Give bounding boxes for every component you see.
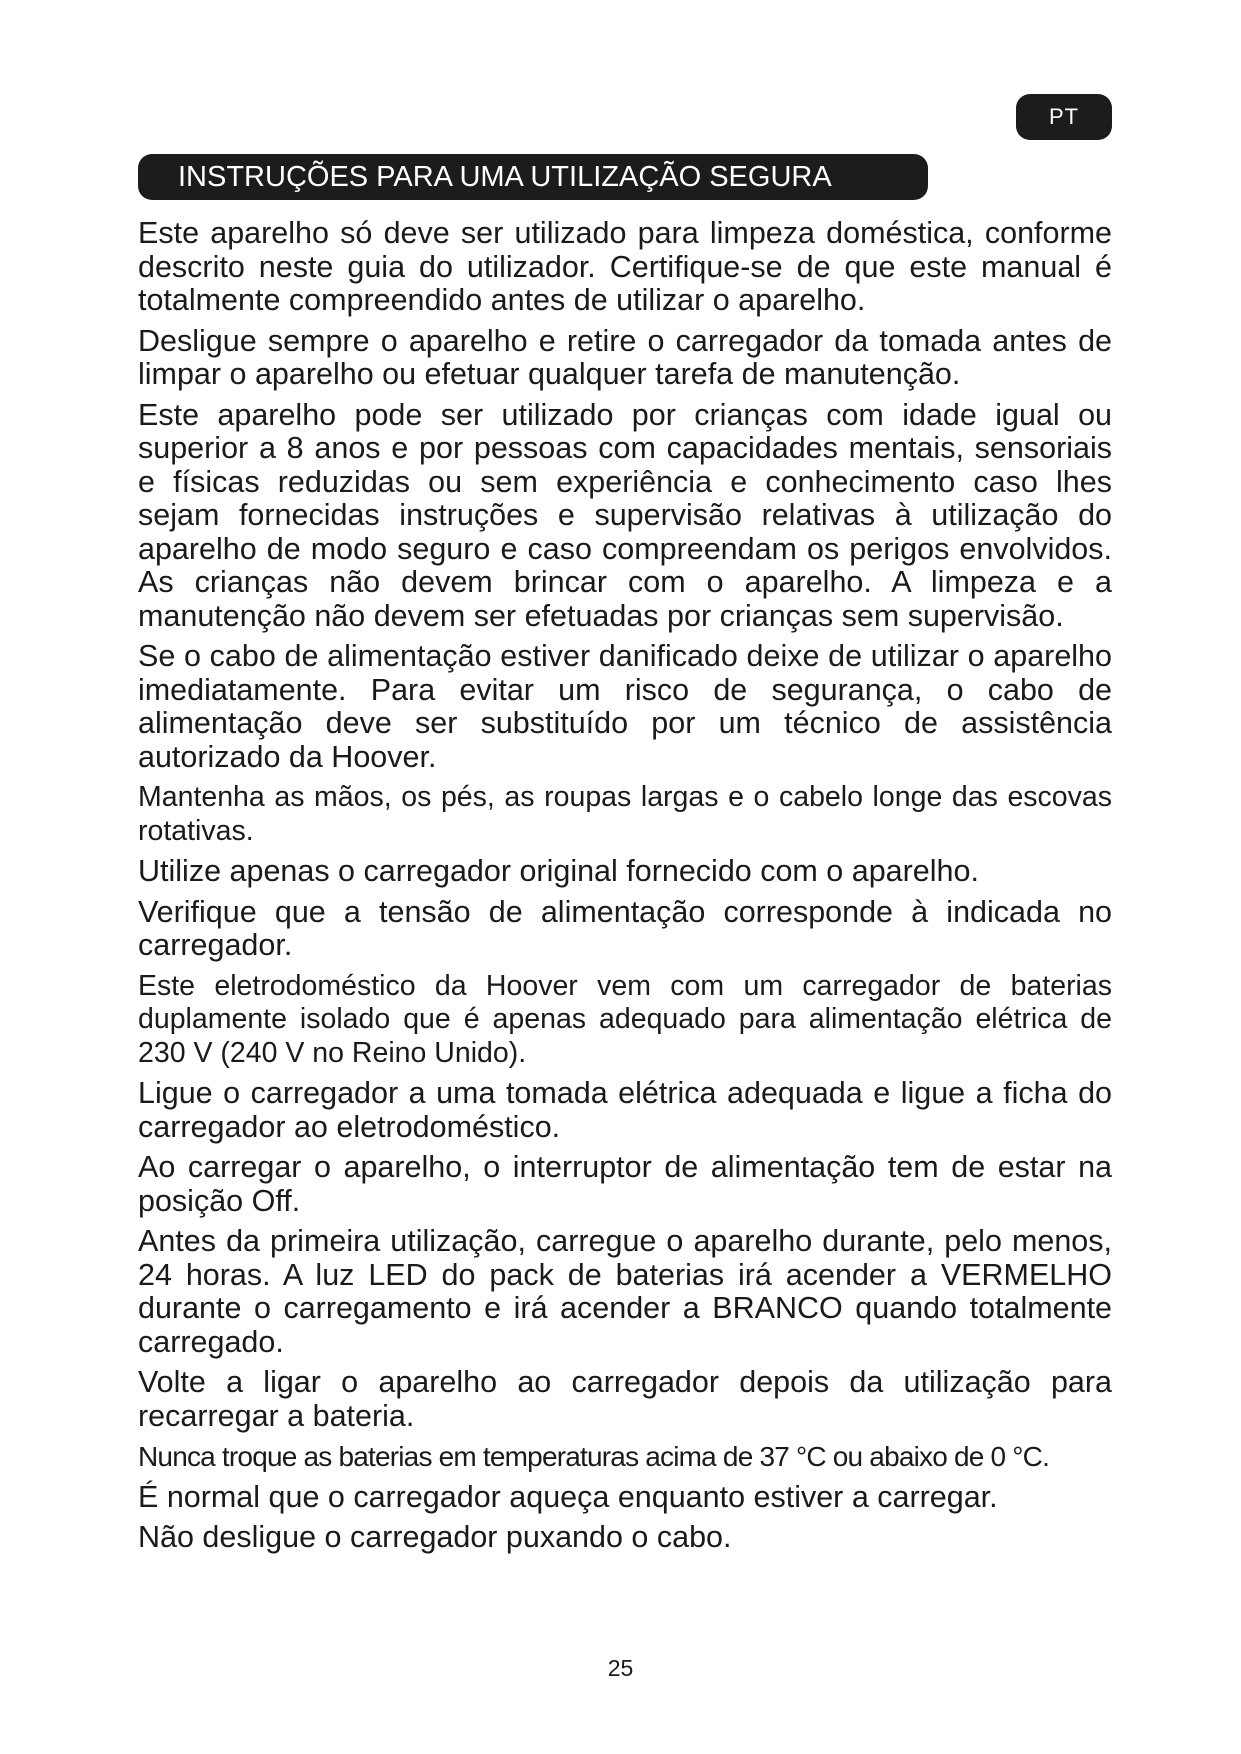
- paragraph-recharge-after-use: Volte a ligar o aparelho ao carregador depois da utilização para recarregar a bateria.: [138, 1365, 1112, 1433]
- paragraph-switch-off: Ao carregar o aparelho, o interruptor de alimentação tem de estar na posição Off.: [138, 1150, 1112, 1218]
- paragraph-double-insulated-charger: Este eletrodoméstico da Hoover vem com um carregador de baterias duplamente isolado que é apenas adequado para alimentação elétrica de 230 V (240 V no Reino Unido).: [138, 969, 1112, 1069]
- paragraph-charger-warm: É normal que o carregador aqueça enquanto estiver a carregar.: [138, 1479, 998, 1514]
- paragraph-voltage-check: Verifique que a tensão de alimentação corresponde à indicada no carregador.: [138, 894, 1112, 962]
- paragraph-children-safety: Este aparelho pode ser utilizado por crianças com idade igual ou superior a 8 anos e por pessoas com capacidades mentais, sensoriais e físicas reduzidas ou sem experiência e conhecimento caso lhes sejam fornecidas instruções e supervisão relativas à utilização do aparelho de modo seguro e caso compreendam os perigos envolvidos. As crianças não devem brincar com o aparelho. A limpeza e a manutenção não devem ser efetuadas por crianças sem supervisão.: [138, 397, 1112, 633]
- paragraph-unplug-by-plug: Não desligue o carregador puxando o cabo.: [138, 1520, 732, 1554]
- paragraph-temperature-limits: Nunca troque as baterias em temperaturas acima de 37 °C ou abaixo de 0 °C.: [138, 1441, 1050, 1472]
- paragraph-first-charge: Antes da primeira utilização, carregue o aparelho durante, pelo menos, 24 horas. A luz LED do pack de baterias irá acender a VERMELHO durante o carregamento e irá acender a BRANCO quando totalmente carregado.: [138, 1224, 1112, 1359]
- paragraph-domestic-use: Este aparelho só deve ser utilizado para limpeza doméstica, conforme descrito neste guia do utilizador. Certifique-se de que este manual é totalmente compreendido antes de utilizar o aparelho.: [138, 216, 1112, 317]
- instructions-body: [138, 217, 1112, 1562]
- paragraph-connect-charger: Ligue o carregador a uma tomada elétrica adequada e ligue a ficha do carregador ao eletrodoméstico.: [138, 1076, 1112, 1144]
- paragraph-damaged-cable: Se o cabo de alimentação estiver danificado deixe de utilizar o aparelho imediatamente. Para evitar um risco de segurança, o cabo de alimentação deve ser substituído por um técnico de assistência autorizado da Hoover.: [138, 639, 1112, 774]
- page-number: 25: [607, 1655, 634, 1681]
- language-badge: PT: [1016, 94, 1112, 140]
- section-title: INSTRUÇÕES PARA UMA UTILIZAÇÃO SEGURA: [138, 154, 928, 200]
- paragraph-unplug-before-cleaning: Desligue sempre o aparelho e retire o carregador da tomada antes de limpar o aparelho ou efetuar qualquer tarefa de manutenção.: [138, 323, 1112, 391]
- paragraph-rotating-brushes: Mantenha as mãos, os pés, as roupas largas e o cabelo longe das escovas rotativas.: [138, 781, 1112, 847]
- paragraph-original-charger: Utilize apenas o carregador original fornecido com o aparelho.: [138, 854, 979, 888]
